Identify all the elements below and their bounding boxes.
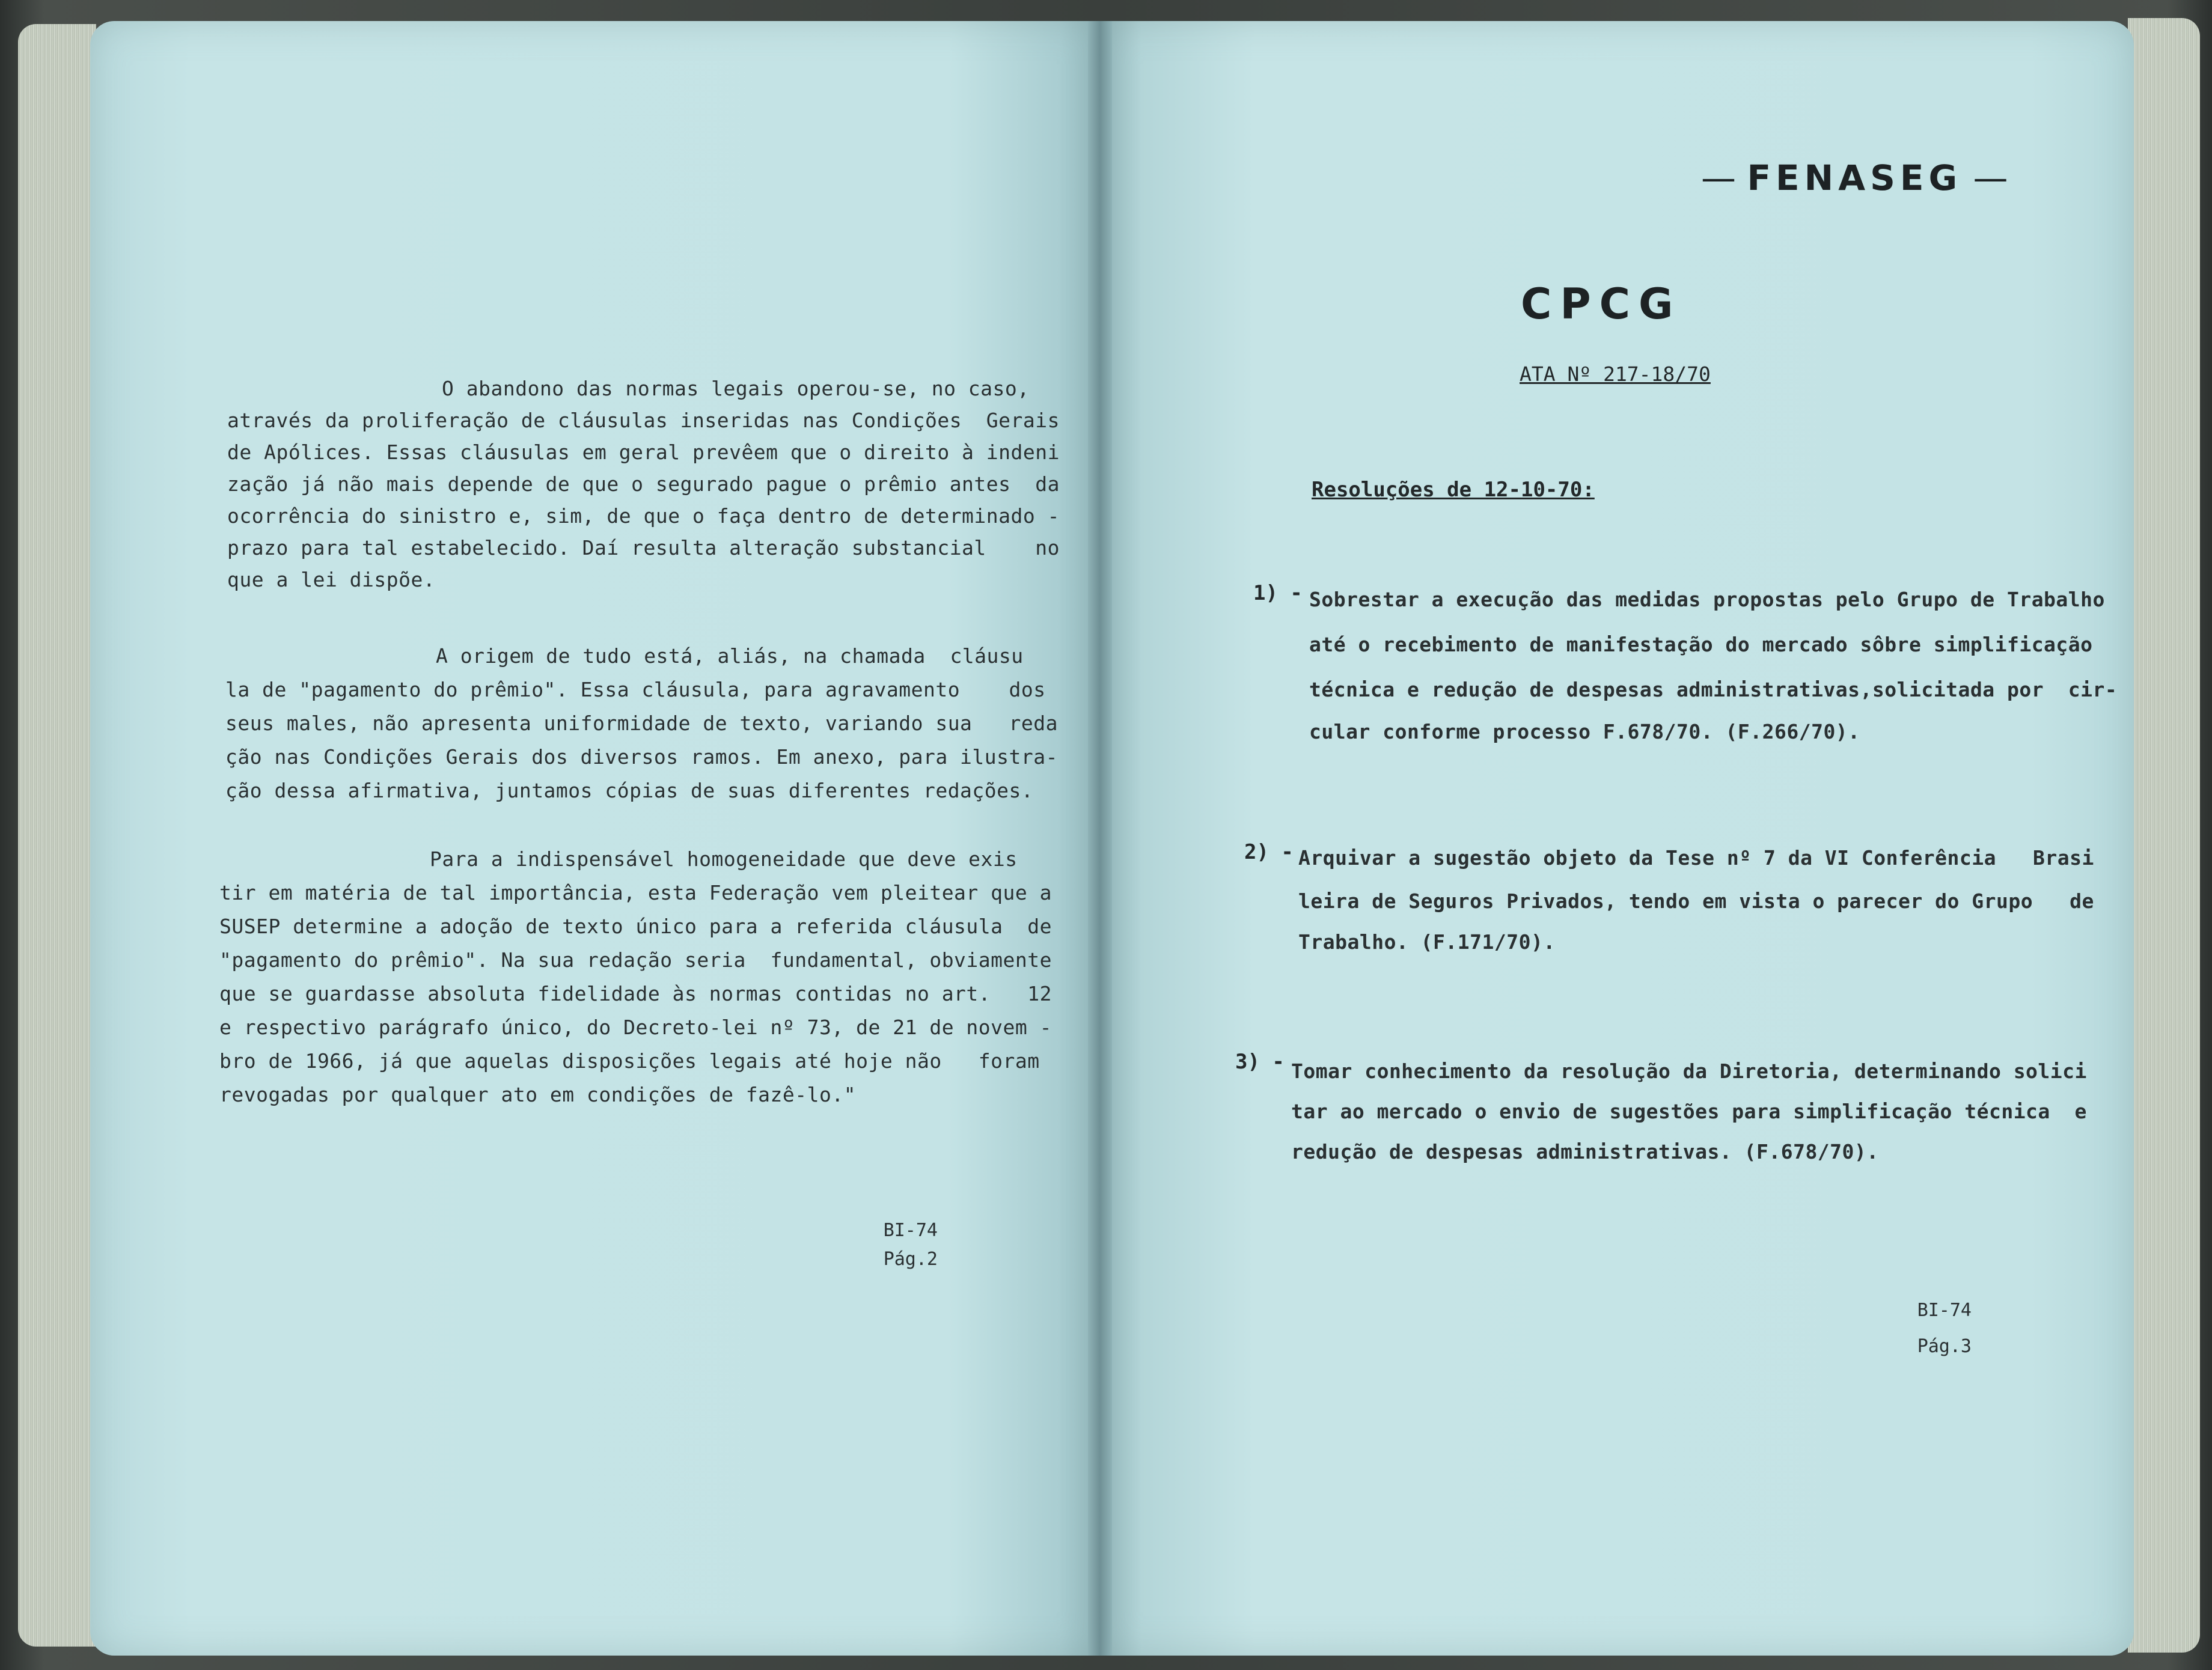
- text-line: Para a indispensável homogeneidade que deve exis: [430, 847, 1018, 871]
- text-line: Sobrestar a execução das medidas propostas pelo Grupo de Trabalho: [1309, 588, 2105, 611]
- left-footer-code: BI-74: [883, 1220, 938, 1241]
- item-number: 2) -: [1244, 840, 1294, 864]
- text-line: através da proliferação de cláusulas inseridas nas Condições Gerais: [227, 409, 1060, 432]
- text-line: bro de 1966, já que aquelas disposições legais até hoje não foram: [219, 1049, 1040, 1073]
- fenaseg-header: — FENASEG —: [1701, 157, 2008, 198]
- right-page: [1100, 21, 2134, 1656]
- text-line: que a lei dispõe.: [227, 568, 436, 591]
- text-line: ção nas Condições Gerais dos diversos ramos. Em anexo, para ilustra-: [225, 745, 1059, 769]
- text-line: que se guardasse absoluta fidelidade às normas contidas no art. 12: [219, 982, 1053, 1005]
- text-line: seus males, não apresenta uniformidade de texto, variando sua reda: [225, 712, 1059, 735]
- text-line: até o recebimento de manifestação do mercado sôbre simplificação: [1309, 633, 2093, 656]
- text-line: cular conforme processo F.678/70. (F.266/70).: [1309, 720, 1860, 743]
- page-edges-right: [2128, 18, 2200, 1653]
- text-line: tir em matéria de tal importância, esta Federação vem pleitear que a: [219, 881, 1053, 904]
- text-line: O abandono das normas legais operou-se, no caso,: [442, 377, 1030, 400]
- text-line: técnica e redução de despesas administrativas,solicitada por cir-: [1309, 678, 2118, 701]
- book-gutter: [1088, 21, 1112, 1656]
- text-line: "pagamento do prêmio". Na sua redação seria fundamental, obviamente: [219, 948, 1053, 972]
- text-line: A origem de tudo está, aliás, na chamada cláusu: [436, 644, 1024, 668]
- text-line: redução de despesas administrativas. (F.678/70).: [1291, 1140, 1879, 1163]
- resolucoes-heading: Resoluções de 12-10-70:: [1312, 478, 1595, 502]
- ata-number: ATA Nº 217-18/70: [1520, 362, 1711, 386]
- right-footer-code: BI-74: [1917, 1300, 1972, 1321]
- right-footer-page: Pág.3: [1917, 1336, 1972, 1357]
- left-footer-page: Pág.2: [883, 1249, 938, 1270]
- cpcg-title: CPCG: [1521, 279, 1682, 329]
- text-line: leira de Seguros Privados, tendo em vista o parecer do Grupo de: [1298, 889, 2094, 913]
- text-line: ção dessa afirmativa, juntamos cópias de suas diferentes redações.: [225, 779, 1034, 802]
- text-line: de Apólices. Essas cláusulas em geral prevêem que o direito à indeni: [227, 440, 1060, 464]
- text-line: Trabalho. (F.171/70).: [1298, 930, 1556, 954]
- header-text: FENASEG: [1747, 157, 1963, 198]
- text-line: prazo para tal estabelecido. Daí resulta alteração substancial no: [227, 536, 1060, 559]
- item-number: 1) -: [1253, 581, 1303, 605]
- text-line: Arquivar a sugestão objeto da Tese nº 7 da VI Conferência Brasi: [1298, 846, 2094, 870]
- text-line: e respectivo parágrafo único, do Decreto-lei nº 73, de 21 de novem -: [219, 1016, 1053, 1039]
- text-line: revogadas por qualquer ato em condições de fazê-lo.": [219, 1083, 857, 1106]
- text-line: zação já não mais depende de que o segurado pague o prêmio antes da: [227, 472, 1060, 496]
- page-edges-left: [18, 24, 96, 1647]
- text-line: Tomar conhecimento da resolução da Diretoria, determinando solici: [1291, 1059, 2087, 1083]
- text-line: la de "pagamento do prêmio". Essa cláusula, para agravamento dos: [225, 678, 1046, 701]
- text-line: SUSEP determine a adoção de texto único para a referida cláusula de: [219, 915, 1053, 938]
- item-number: 3) -: [1235, 1050, 1285, 1074]
- left-page: [90, 21, 1100, 1656]
- text-line: tar ao mercado o envio de sugestões para simplificação técnica e: [1291, 1100, 2087, 1123]
- text-line: ocorrência do sinistro e, sim, de que o faça dentro de determinado -: [227, 504, 1060, 528]
